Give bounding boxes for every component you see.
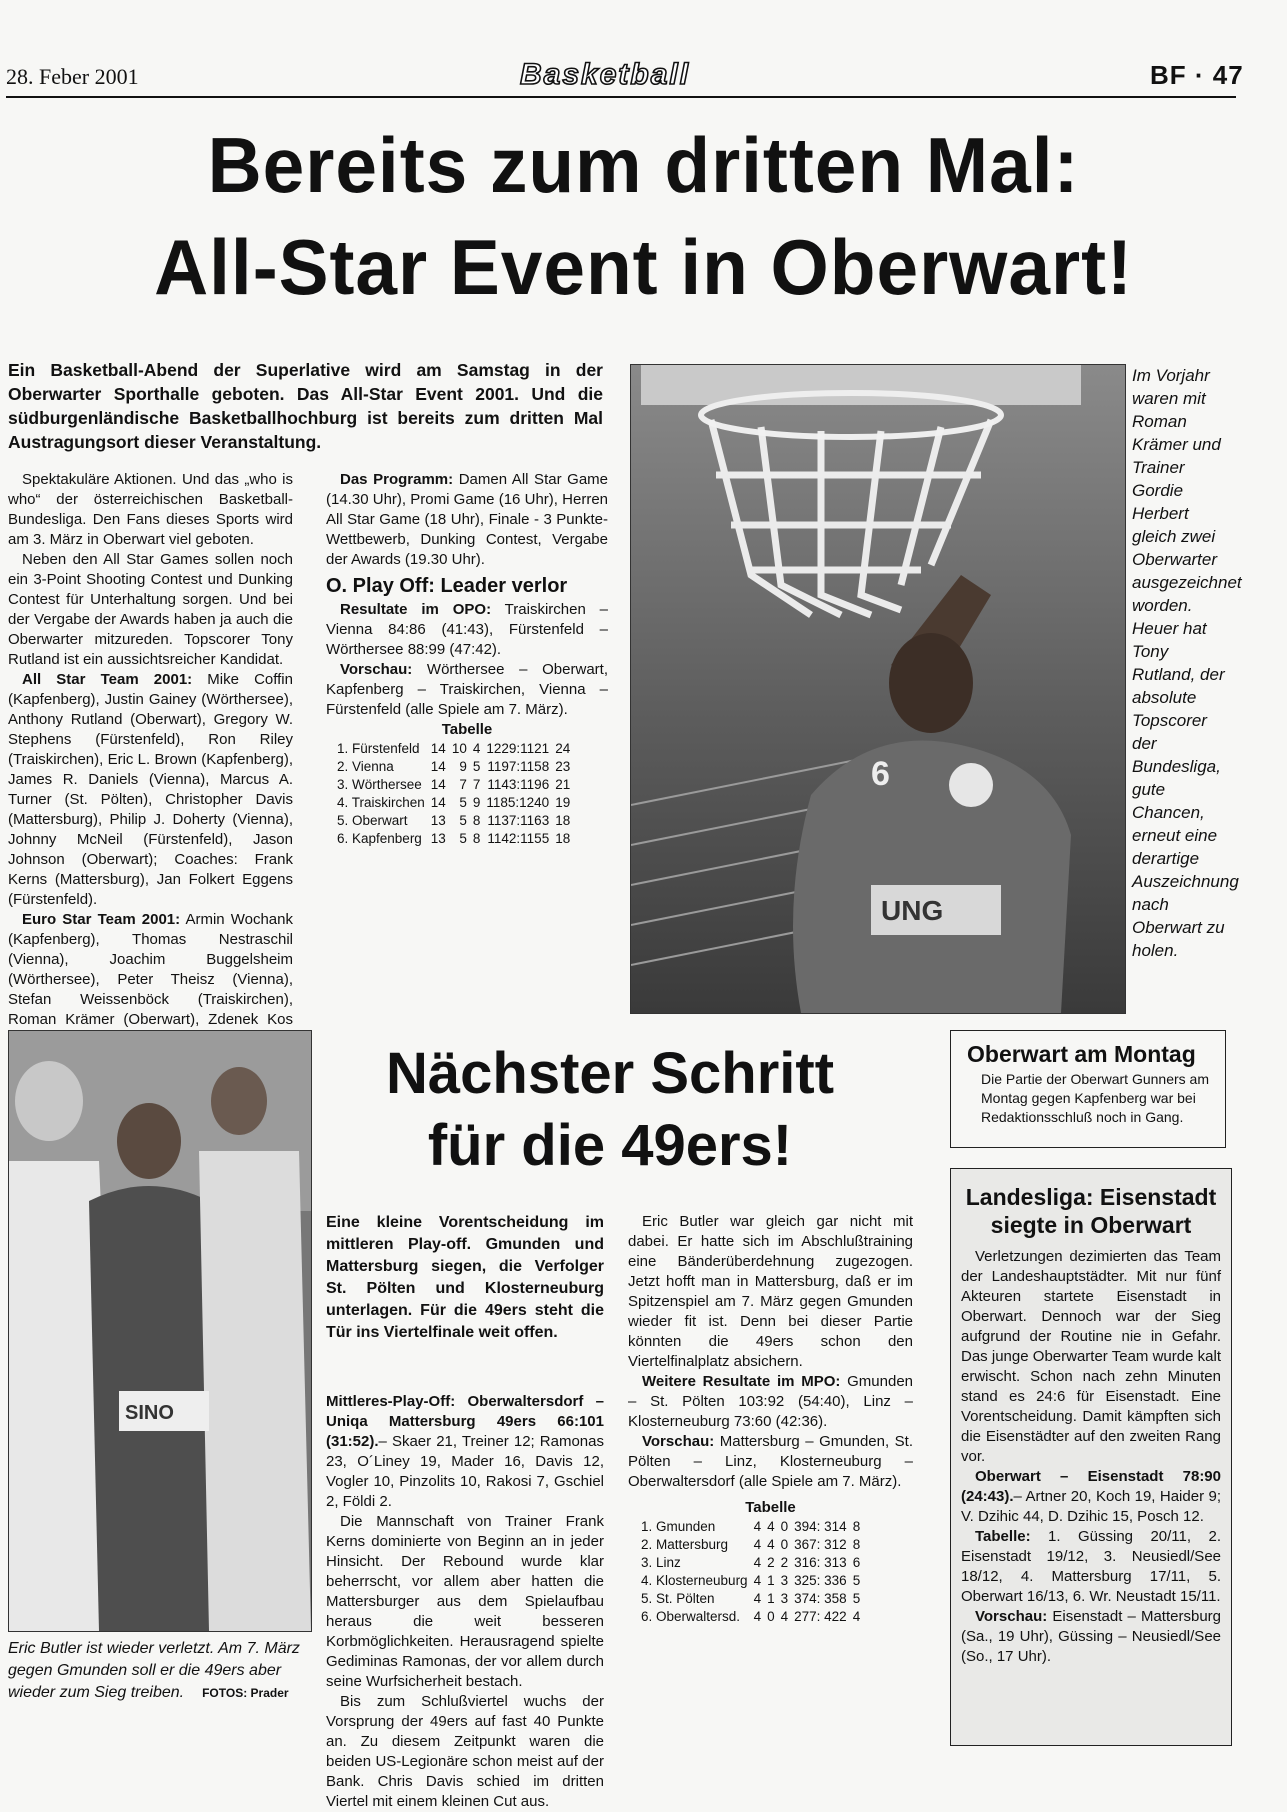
article2-paragraph: Die Mannschaft von Trainer Frank Kerns dominierte von Beginn an in jeder Hinsicht. Der Rebound wurde klar beherrscht, vor allem aber hatten die Mattersburger aus dem Spielaufbau heraus die weit besseren Korbmöglichkeiten. Herausragend spielte Gediminas Ramonas, der vor allem durch seine Wurfsicherheit bestach. <box>326 1513 604 1690</box>
more-results-label: Weitere Resultate im MPO: <box>642 1373 841 1390</box>
table-cell-pts: 367: 312 <box>794 1537 847 1552</box>
box2-preview-text: Eisenstadt – Mattersburg (Sa., 19 Uhr), Güssing – Neusiedl/See (So., 17 Uhr). <box>961 1608 1221 1665</box>
euro-star-team-text: Armin Wochank (Kapfenberg), Thomas Nestraschil (Vienna), Joachim Buggelsheim (Wörthersee), Peter Theisz (Vienna), Stefan Weissenböck (Traiskirchen), Roman Krämer (Oberwart), Zdenek Kos <box>8 911 293 1028</box>
table-cell-w: 4 <box>767 1537 775 1552</box>
table-cell-p: 6 <box>852 1555 861 1570</box>
more-results-text: Gmunden – St. Pölten 103:92 (54:40), Linz – Klosterneuburg 73:60 (42:36). <box>628 1373 914 1430</box>
table-cell-g: 4 <box>753 1573 762 1588</box>
box2-paragraph: Verletzungen dezimierten das Team der Landeshauptstädter. Mit nur fünf Akteuren startete Eisenstadt in Oberwart. Dennoch war der Sieg aufgrund der Routine nie in Gefahr. Das junge Oberwarter Team wurde kalt erwischt. Schon nach zehn Minuten stand es 24:6 für Eisenstadt. Eine Vorentscheidung. Damit kämpften sich die Eisenstädter auf den zweiten Rang vor. <box>961 1248 1221 1465</box>
table-row <box>638 1572 863 1590</box>
header-rule <box>6 96 1236 98</box>
results-text: Traiskirchen – Vienna 84:86 (41:43), Fürstenfeld – Wörthersee 88:99 (47:42). <box>326 601 608 658</box>
svg-text:SINO: SINO <box>125 1402 174 1424</box>
preview-text: Wörthersee – Oberwart, Kapfenberg – Traiskirchen, Vienna – Fürstenfeld (alle Spiele am 7. März). <box>326 661 608 718</box>
table-cell-pts: 1143:1196 <box>487 777 550 792</box>
box2-result-text: – Artner 20, Koch 19, Haider 9; V. Dzihic 44, D. Dzihic 15, Posch 12. <box>961 1488 1221 1525</box>
article1-paragraph <box>326 660 608 720</box>
table-cell-w: 5 <box>459 831 467 846</box>
photo-credit: FOTOS: Prader <box>202 1686 289 1700</box>
playoff-subhead: O. Play Off: Leader verlor <box>326 575 568 597</box>
table-cell-p: 8 <box>852 1519 861 1534</box>
table-cell-p: 8 <box>852 1537 861 1552</box>
table-cell-l: 8 <box>472 831 481 846</box>
table-cell-l: 0 <box>780 1537 789 1552</box>
table-cell-p: 24 <box>555 741 571 756</box>
table-row <box>334 758 573 776</box>
table-cell-pts: 394: 314 <box>794 1519 847 1534</box>
table-cell-g: 14 <box>430 777 446 792</box>
table-cell-l: 9 <box>472 795 481 810</box>
photo-dunk-image <box>631 365 1125 1013</box>
page-number: BF · 47 <box>1150 60 1244 90</box>
article1-paragraph <box>326 600 608 660</box>
table-cell-g: 4 <box>753 1537 762 1552</box>
table-cell-w: 5 <box>459 813 467 828</box>
table-cell-team: 1. Gmunden <box>641 1519 716 1534</box>
svg-text:UNG: UNG <box>881 895 944 926</box>
table-cell-l: 7 <box>472 777 481 792</box>
table-cell-l: 5 <box>472 759 481 774</box>
mpo-result-text: – Skaer 21, Treiner 12; Ramonas 23, O´Liney 19, Mader 16, Davis 12, Vogler 10, Pinzolits 10, Rakosi 7, Gschiel 2, Földi 2. <box>326 1433 604 1510</box>
issue-date: 28. Feber 2001 <box>6 64 139 89</box>
mpo-result-label: Mittleres-Play-Off: Oberwaltersdorf – Uniqa Mattersburg 49ers 66:101 (31:52). <box>326 1393 604 1450</box>
table-row <box>638 1536 863 1554</box>
box2-paragraph <box>961 1607 1221 1667</box>
table-cell-team: 3. Wörthersee <box>337 777 422 792</box>
article2-paragraph <box>628 1432 913 1492</box>
standings-table-opo <box>334 740 573 848</box>
table-cell-l: 8 <box>472 813 481 828</box>
table-cell-p: 21 <box>555 777 571 792</box>
article1-paragraph: Spektakuläre Aktionen. Und das „who is who“ der österreichischen Basketball-Bundesliga. Den Fans dieses Sports wird am 3. März in Oberwart viel geboten. <box>8 471 293 548</box>
all-star-team-text: Mike Coffin (Kapfenberg), Justin Gainey (Wörthersee), Anthony Rutland (Oberwart), Gregory W. Stephens (Fürstenfeld), Ron Riley (Traiskirchen), Eric L. Brown (Kapfenberg), James R. Daniels (Vienna), Marcus A. Turner (St. Pölten), Christopher Davis (Mattersburg), Philip J. Doherty (Vienna), Johnny McNeil (Fürstenfeld), Jason Johnson (Oberwart); Coaches: Frank Kerns (Mattersburg), Jan Folkert Eggens (Fürstenfeld). <box>8 671 293 908</box>
article1-column-2 <box>326 470 608 848</box>
table-cell-w: 1 <box>767 1573 775 1588</box>
table-cell-w: 5 <box>459 795 467 810</box>
table-row <box>334 812 573 830</box>
all-star-team-label: All Star Team 2001: <box>22 671 193 688</box>
article2-column-1 <box>326 1392 604 1812</box>
box2-preview-label: Vorschau: <box>975 1608 1048 1625</box>
box2-title: Landesliga: Eisenstadt siegte in Oberwart <box>965 1184 1217 1238</box>
table-cell-g: 4 <box>753 1555 762 1570</box>
box2-body <box>951 1247 1231 1667</box>
box1-text: Die Partie der Oberwart Gunners am Montag gegen Kapfenberg war bei Redaktionsschluß noch in Gang. <box>981 1071 1209 1125</box>
table-cell-pts: 1142:1155 <box>487 831 550 846</box>
table-cell-g: 4 <box>753 1609 762 1624</box>
table-cell-w: 0 <box>767 1609 775 1624</box>
photo-players-caption <box>8 1638 310 1704</box>
table-cell-p: 4 <box>852 1609 861 1624</box>
table-cell-pts: 1229:1121 <box>486 741 550 756</box>
article2-column-2 <box>628 1212 913 1626</box>
table-cell-g: 14 <box>430 759 446 774</box>
photo-players <box>8 1030 312 1632</box>
box-oberwart-monday <box>950 1030 1226 1148</box>
table-cell-team: 2. Mattersburg <box>641 1537 729 1552</box>
table-cell-team: 4. Klosterneuburg <box>641 1573 748 1588</box>
photo-dunk <box>630 364 1126 1014</box>
headline2-line-1: Nächster Schritt <box>385 1041 835 1106</box>
program-label: Das Programm: <box>340 471 454 488</box>
standings-table-mpo <box>638 1518 863 1626</box>
table-cell-l: 4 <box>780 1609 789 1624</box>
box2-table-text: 1. Güssing 20/11, 2. Eisenstadt 19/12, 3. Neusiedl/See 18/12, 4. Mattersburg 17/11, 5. Oberwart 16/13, 6. Wr. Neustadt 15/11. <box>961 1528 1221 1605</box>
table-cell-pts: 277: 422 <box>794 1609 847 1624</box>
table-cell-l: 0 <box>780 1519 789 1534</box>
table-row <box>334 830 573 848</box>
table-row <box>334 776 573 794</box>
table-title: Tabelle <box>441 721 493 738</box>
table-cell-p: 19 <box>555 795 571 810</box>
photo-players-image <box>9 1031 311 1631</box>
table-cell-w: 7 <box>459 777 467 792</box>
table-row <box>334 740 573 758</box>
table-cell-g: 13 <box>430 813 446 828</box>
table-cell-team: 6. Kapfenberg <box>337 831 422 846</box>
article1-paragraph <box>326 470 608 570</box>
table2-title: Tabelle <box>745 1499 796 1516</box>
preview-label: Vorschau: <box>340 661 413 678</box>
program-text: Damen All Star Game (14.30 Uhr), Promi Game (16 Uhr), Herren All Star Game (18 Uhr), Finale - 3 Punkte-Wettbewerb, Dunking Contest, Vergabe der Awards (19.30 Uhr). <box>326 471 608 568</box>
table-cell-team: 5. St. Pölten <box>641 1591 715 1606</box>
article1-paragraph <box>8 670 293 910</box>
table-cell-p: 18 <box>555 813 571 828</box>
article2-paragraph <box>326 1392 604 1512</box>
table-cell-w: 10 <box>451 741 467 756</box>
preview2-label: Vorschau: <box>642 1433 715 1450</box>
headline-line-2: All-Star Event in Oberwart! <box>154 223 1133 311</box>
box2-paragraph <box>961 1527 1221 1607</box>
table-cell-team: 1. Fürstenfeld <box>337 741 420 756</box>
table-cell-p: 5 <box>852 1591 861 1606</box>
table-cell-team: 4. Traiskirchen <box>337 795 425 810</box>
table-cell-g: 4 <box>753 1519 762 1534</box>
article2-lead: Eine kleine Vorentscheidung im mittleren Play-off. Gmunden und Mattersburg siegen, die Verfolger St. Pölten und Klosterneuburg unterlagen. Für die 49ers steht die Tür ins Viertelfinale weit offen. <box>326 1214 604 1341</box>
table-cell-pts: 1197:1158 <box>487 759 550 774</box>
table-cell-pts: 1185:1240 <box>486 795 550 810</box>
article1-lead: Ein Basketball-Abend der Superlative wird am Samstag in der Oberwarter Sporthalle geboten. Das All-Star Event 2001. Und die südburgenländische Basketballhochburg ist bereits zum dritten Mal Austragungsort dieser Veranstaltung. <box>8 360 603 452</box>
table-row <box>638 1518 863 1536</box>
article2-paragraph: Eric Butler war gleich gar nicht mit dabei. Er hatte sich im Abschlußtraining eine Bänderüberdehnung zugezogen. Jetzt hofft man in Mattersburg, daß er im Spitzenspiel am 7. März gegen Gmunden wieder fit ist. Denn bei dieser Partie könnten die 49ers schon den Viertelfinalplatz absichern. <box>628 1213 913 1370</box>
table-cell-w: 1 <box>767 1591 775 1606</box>
article1-paragraph: Neben den All Star Games sollen noch ein 3-Point Shooting Contest und Dunking Contest für Unterhaltung sorgen. Und bei der Vergabe der Awards haben ja auch die Oberwarter mitzureden. Topscorer Tony Rutland ist ein aussichtsreicher Kandidat. <box>8 551 293 668</box>
table-cell-l: 4 <box>472 741 481 756</box>
table-cell-team: 5. Oberwart <box>337 813 408 828</box>
table-cell-w: 9 <box>459 759 467 774</box>
table-cell-team: 2. Vienna <box>337 759 394 774</box>
table-cell-w: 4 <box>767 1519 775 1534</box>
table-cell-g: 14 <box>430 795 446 810</box>
table-row <box>638 1554 863 1572</box>
table-row <box>638 1590 863 1608</box>
photo-players-caption-text: Eric Butler ist wieder verletzt. Am 7. März gegen Gmunden soll er die 49ers aber wieder zum Sieg treiben. <box>8 1640 300 1701</box>
table-cell-team: 6. Oberwaltersd. <box>641 1609 741 1624</box>
table-cell-p: 23 <box>555 759 571 774</box>
table-cell-pts: 316: 313 <box>794 1555 847 1570</box>
table-row <box>334 794 573 812</box>
box2-table-label: Tabelle: <box>975 1528 1031 1545</box>
table-cell-pts: 325: 336 <box>794 1573 847 1588</box>
headline-line-1: Bereits zum dritten Mal: <box>207 121 1080 209</box>
table-cell-l: 3 <box>780 1591 789 1606</box>
table-cell-team: 3. Linz <box>641 1555 681 1570</box>
table-cell-g: 4 <box>753 1591 762 1606</box>
table-cell-p: 18 <box>555 831 571 846</box>
table-row <box>638 1608 863 1626</box>
table-cell-g: 14 <box>430 741 446 756</box>
table-cell-p: 5 <box>852 1573 861 1588</box>
headline2-line-2: für die 49ers! <box>427 1113 793 1178</box>
table-cell-l: 2 <box>780 1555 789 1570</box>
box-landesliga <box>950 1168 1232 1746</box>
box1-title: Oberwart am Montag <box>967 1041 1196 1067</box>
table-cell-g: 13 <box>430 831 446 846</box>
preview2-text: Mattersburg – Gmunden, St. Pölten – Linz, Klosterneuburg – Oberwaltersdorf (alle Spiele am 7. März). <box>628 1433 913 1490</box>
table-cell-w: 2 <box>767 1555 775 1570</box>
box2-paragraph <box>961 1467 1221 1527</box>
box2-result-label: Oberwart – Eisenstadt 78:90 (24:43). <box>961 1468 1221 1505</box>
table-cell-pts: 1137:1163 <box>487 813 550 828</box>
results-label: Resultate im OPO: <box>340 601 492 618</box>
svg-text:6: 6 <box>871 755 890 793</box>
article2-paragraph <box>628 1372 913 1432</box>
table-cell-pts: 374: 358 <box>794 1591 847 1606</box>
euro-star-team-label: Euro Star Team 2001: <box>22 911 181 928</box>
article2-paragraph: Bis zum Schlußviertel wuchs der Vorsprung der 49ers auf fast 40 Punkte an. Zu diesem Zeitpunkt waren die beiden US-Legionäre schon meist auf der Bank. Chris Davis schied im dritten Viertel mit einem kleinen Cut aus. <box>326 1693 604 1810</box>
photo-dunk-caption: Im Vorjahr waren mit Roman Krämer und Trainer Gordie Herbert gleich zwei Oberwarter ausgezeichnet worden. Heuer hat Tony Rutland, der absolute Topscorer der Bundesliga, gute Chancen, erneut eine derartige Auszeichnung nach Oberwart zu holen. <box>1132 366 1242 960</box>
section-title: Basketball <box>520 58 691 91</box>
table-cell-l: 3 <box>780 1573 789 1588</box>
